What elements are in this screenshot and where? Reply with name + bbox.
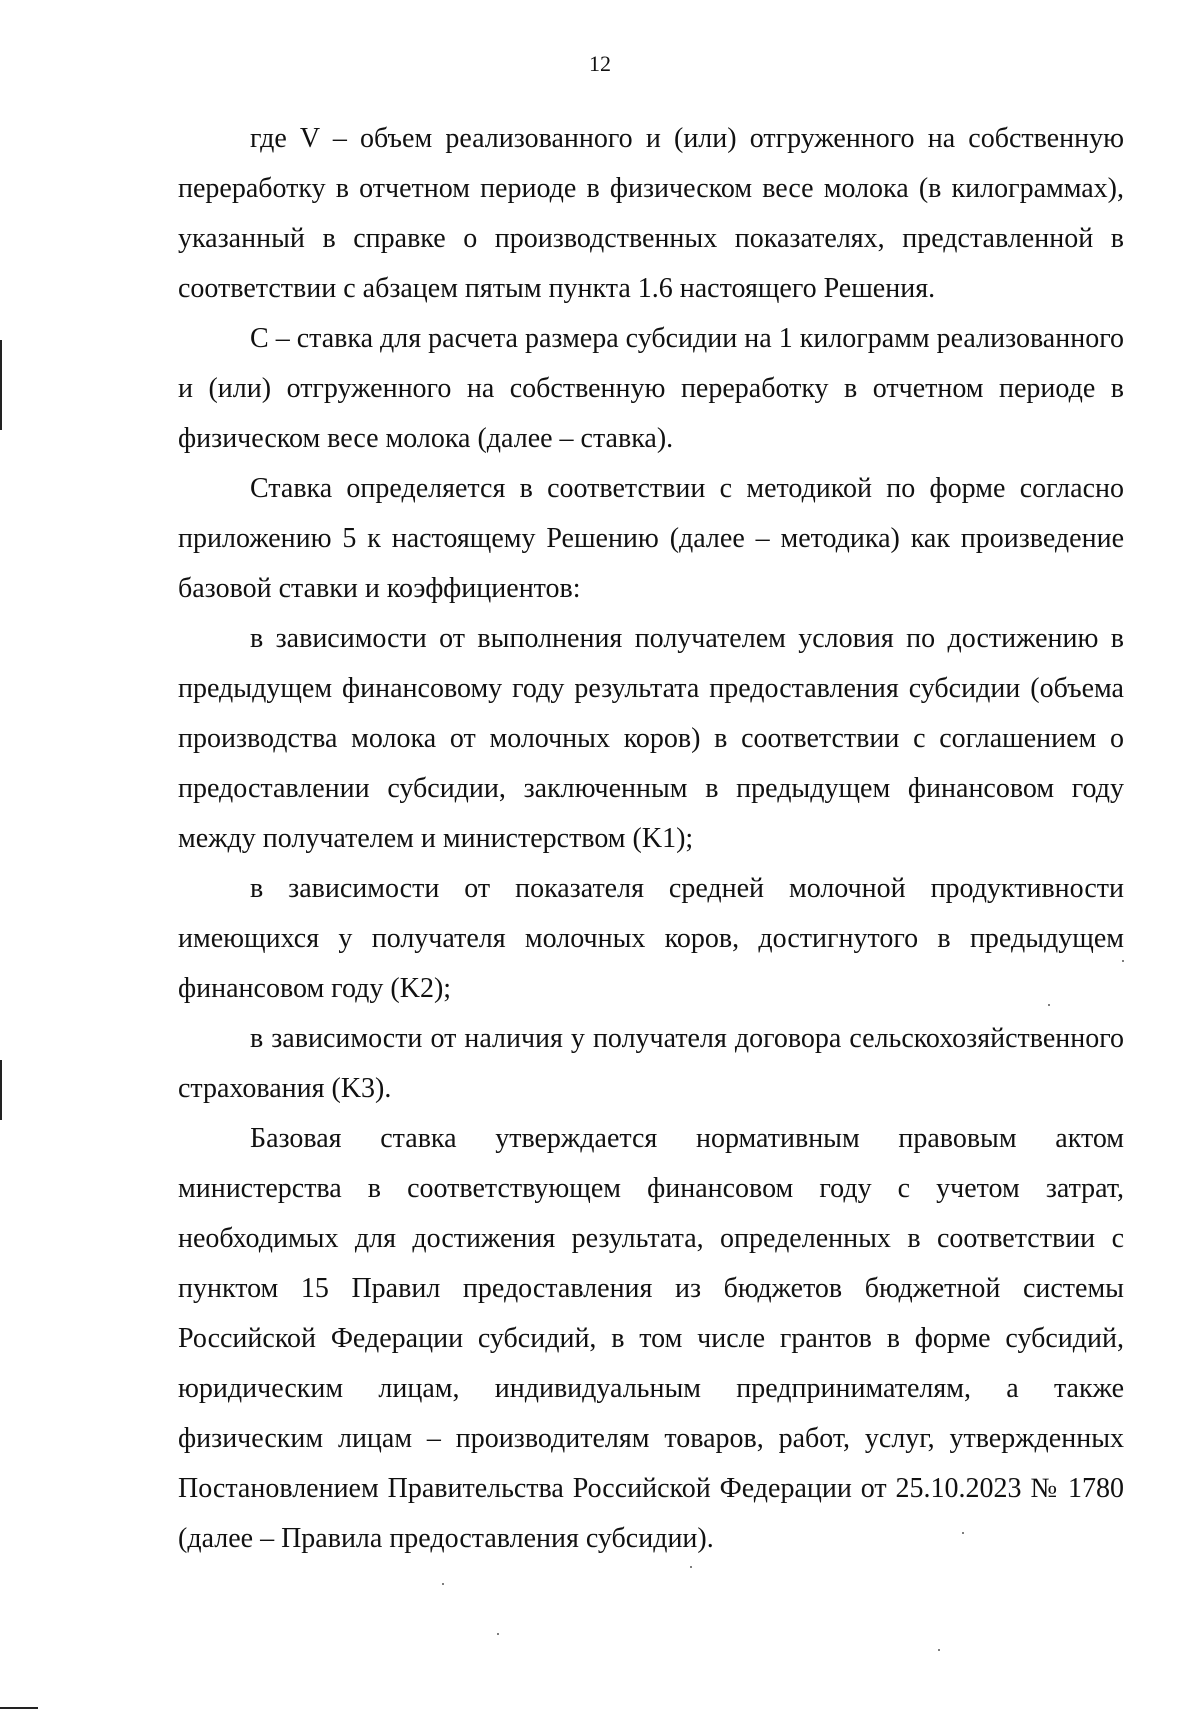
scan-speck — [1122, 960, 1124, 962]
paragraph-coefficient-k2: в зависимости от показателя средней молочной продуктивности имеющихся у получателя молочных коров, достигнутого в предыдущем финансовом году (K2); — [178, 873, 1124, 1004]
scan-edge-mark-top — [0, 340, 2, 430]
scan-speck — [962, 1532, 964, 1534]
paragraph-volume-definition: где V – объем реализованного и (или) отгруженного на собственную переработку в отчетном периоде в физическом весе молока (в килограммах), указанный в справке о производственных показателях, представленной в соответствии с абзацем пятым пункта 1.6 настоящего Решения. — [178, 123, 1124, 304]
paragraph-coefficient-k3: в зависимости от наличия у получателя договора сельскохозяйственного страхования (K3). — [178, 1023, 1124, 1104]
paragraph-rate-method: Ставка определяется в соответствии с методикой по форме согласно приложению 5 к настоящему Решению (далее – методика) как произведение базовой ставки и коэффициентов: — [178, 473, 1124, 604]
paragraph-base-rate: Базовая ставка утверждается нормативным правовым актом министерства в соответствующем финансовом году с учетом затрат, необходимых для достижения результата, определенных в соответствии с пунктом 15 Правил предоставления из бюджетов бюджетной системы Российской Федерации субсидий, в том числе грантов в форме субсидий, юридическим лицам, индивидуальным предпринимателям, а также физическим лицам – производителям товаров, работ, услуг, утвержденных Постановлением Правительства Российской Федерации от 25.10.2023 № 1780 (далее – Правила предоставления субсидии). — [178, 1123, 1124, 1554]
scan-speck — [442, 1583, 444, 1585]
scan-speck — [938, 1649, 940, 1651]
scan-speck — [497, 1633, 499, 1635]
paragraph-coefficient-k1: в зависимости от выполнения получателем условия по достижению в предыдущем финансовому году результата предоставления субсидии (объема производства молока от молочных коров) в соответствии с соглашением о предоставлении субсидии, заключенным в предыдущем финансовом году между получателем и министерством (K1); — [178, 623, 1124, 854]
paragraph-rate-definition: С – ставка для расчета размера субсидии на 1 килограмм реализованного и (или) отгруженного на собственную переработку в отчетном периоде в физическом весе молока (далее – ставка). — [178, 323, 1124, 454]
document-body — [178, 114, 1124, 1564]
scan-edge-mark-bottom — [0, 1707, 38, 1709]
scan-speck — [690, 1566, 692, 1568]
scan-speck — [1048, 1004, 1050, 1006]
page-number: 12 — [589, 51, 611, 76]
scan-edge-mark-middle — [0, 1060, 2, 1120]
